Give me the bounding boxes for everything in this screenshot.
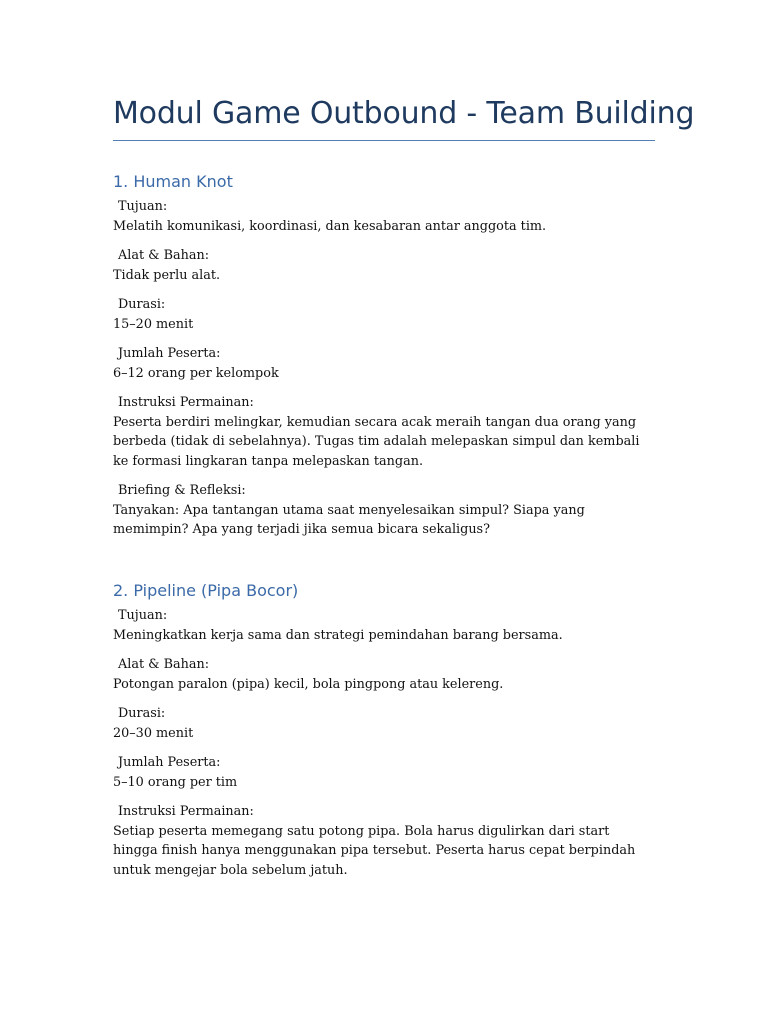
field-briefing-refleksi <box>113 481 655 540</box>
field-value: 6–12 orang per kelompok <box>113 365 279 381</box>
field-label: Alat & Bahan: <box>118 248 210 263</box>
field-label: Jumlah Peserta: <box>118 755 221 770</box>
field-instruksi-permainan <box>113 393 655 471</box>
field-alat-bahan <box>113 246 655 285</box>
field-value: Tidak perlu alat. <box>113 267 221 283</box>
field-label: Jumlah Peserta: <box>118 346 221 361</box>
field-label: Instruksi Permainan: <box>118 395 254 410</box>
field-alat-bahan <box>113 655 655 694</box>
field-value: Meningkatkan kerja sama dan strategi pemindahan barang bersama. <box>113 627 563 643</box>
field-tujuan <box>113 606 655 645</box>
field-label: Briefing & Refleksi: <box>118 483 246 498</box>
field-value: 20–30 menit <box>113 725 194 741</box>
field-durasi <box>113 704 655 743</box>
field-instruksi-permainan <box>113 802 655 880</box>
field-label: Tujuan: <box>118 608 168 623</box>
field-value: Melatih komunikasi, koordinasi, dan kesabaran antar anggota tim. <box>113 218 547 234</box>
field-jumlah-peserta <box>113 753 655 792</box>
title-underline <box>113 140 655 141</box>
section-heading: 1. Human Knot <box>113 172 233 191</box>
field-durasi <box>113 295 655 334</box>
field-value: Tanyakan: Apa tantangan utama saat menyelesaikan simpul? Siapa yang memimpin? Apa yang terjadi jika semua bicara sekaligus? <box>113 502 585 537</box>
game-section-pipeline <box>113 579 655 890</box>
field-value: 15–20 menit <box>113 316 194 332</box>
game-section-human-knot <box>113 170 655 550</box>
field-value: Setiap peserta memegang satu potong pipa. Bola harus digulirkan dari start hingga finish hanya menggunakan pipa tersebut. Peserta harus cepat berpindah untuk mengejar bola sebelum jatuh. <box>113 823 636 878</box>
field-label: Durasi: <box>118 706 166 721</box>
section-heading: 2. Pipeline (Pipa Bocor) <box>113 581 299 600</box>
field-label: Alat & Bahan: <box>118 657 210 672</box>
field-label: Instruksi Permainan: <box>118 804 254 819</box>
document-title: Modul Game Outbound - Team Building <box>113 96 695 131</box>
field-tujuan <box>113 197 655 236</box>
field-value: Peserta berdiri melingkar, kemudian secara acak meraih tangan dua orang yang berbeda (tidak di sebelahnya). Tugas tim adalah melepaskan simpul dan kembali ke formasi lingkaran tanpa melepaskan tangan. <box>113 414 640 469</box>
field-jumlah-peserta <box>113 344 655 383</box>
field-label: Tujuan: <box>118 199 168 214</box>
field-value: 5–10 orang per tim <box>113 774 238 790</box>
field-value: Potongan paralon (pipa) kecil, bola pingpong atau kelereng. <box>113 676 504 692</box>
field-label: Durasi: <box>118 297 166 312</box>
